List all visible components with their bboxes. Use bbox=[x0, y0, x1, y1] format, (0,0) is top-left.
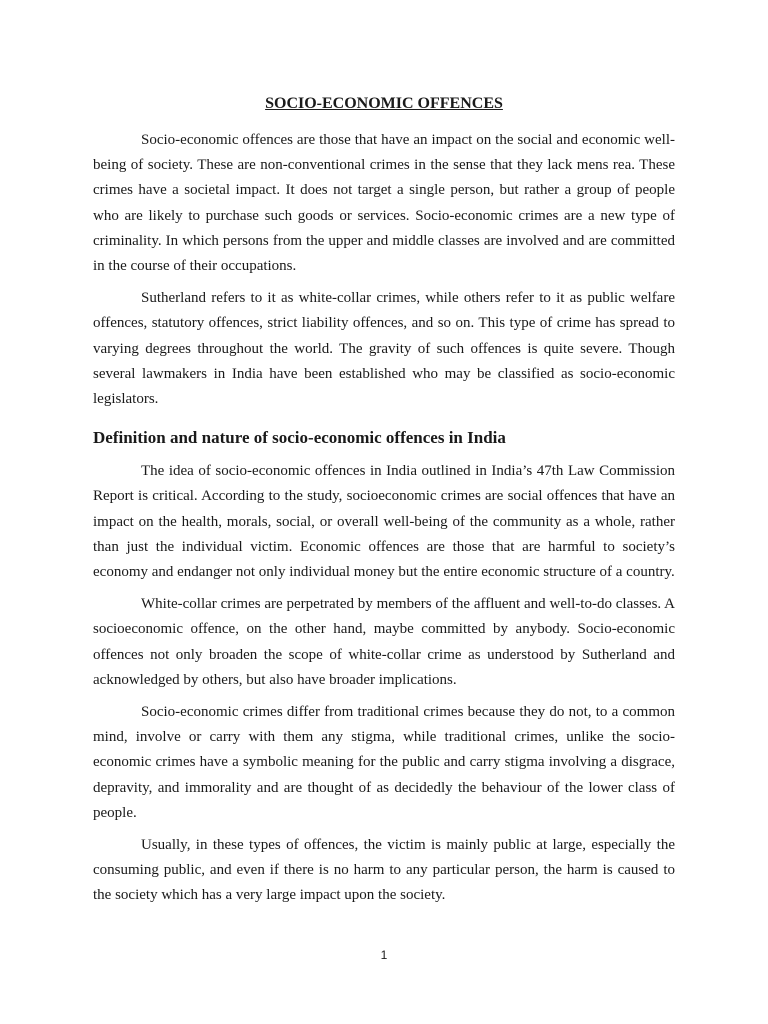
paragraph-section-2: White-collar crimes are perpetrated by members of the affluent and well-to-do classes. A socioeconomic offence, on the other hand, maybe committed by anybody. Socio-economic offences not only broaden the scope of white-collar crime as understood by Sutherland and acknowledged by others, but also have broader implications. bbox=[93, 596, 675, 688]
paragraph-section-3: Socio-economic crimes differ from traditional crimes because they do not, to a common mind, involve or carry with them any stigma, while traditional crimes, unlike the socio-economic crimes have a symbolic meaning for the public and carry stigma involving a disgrace, depravity, and immorality and are thought of as decidedly the behaviour of the lower class of people. bbox=[93, 704, 675, 821]
paragraph-section-4: Usually, in these types of offences, the victim is mainly public at large, especially the consuming public, and even if there is no harm to any particular person, the harm is caused to the society which has a very large impact upon the society. bbox=[93, 837, 675, 904]
paragraph-intro-1: Socio-economic offences are those that have an impact on the social and economic well-being of society. These are non-conventional crimes in the sense that they lack mens rea. These crimes have a societal impact. It does not target a single person, but rather a group of people who are likely to purchase such goods or services. Socio-economic crimes are a new type of criminality. In which persons from the upper and middle classes are involved and are committed in the course of their occupations. bbox=[93, 132, 675, 275]
document-title: SOCIO-ECONOMIC OFFENCES bbox=[265, 95, 503, 112]
section-heading: Definition and nature of socio-economic offences in India bbox=[93, 428, 506, 448]
document-page bbox=[93, 92, 675, 916]
paragraph-section-1: The idea of socio-economic offences in India outlined in India’s 47th Law Commission Report is critical. According to the study, socioeconomic crimes are social offences that have an impact on the health, morals, social, or overall well-being of the community as a whole, rather than just the individual victim. Economic offences are those that are harmful to society’s economy and endanger not only individual money but the entire economic structure of a country. bbox=[93, 463, 675, 581]
paragraph-intro-2: Sutherland refers to it as white-collar crimes, while others refer to it as public welfare offences, statutory offences, strict liability offences, and so on. This type of crime has spread to varying degrees throughout the world. The gravity of such offences is quite severe. Though several lawmakers in India have been established who may be classified as socio-economic legislators. bbox=[93, 290, 675, 408]
page-number: 1 bbox=[380, 948, 388, 962]
